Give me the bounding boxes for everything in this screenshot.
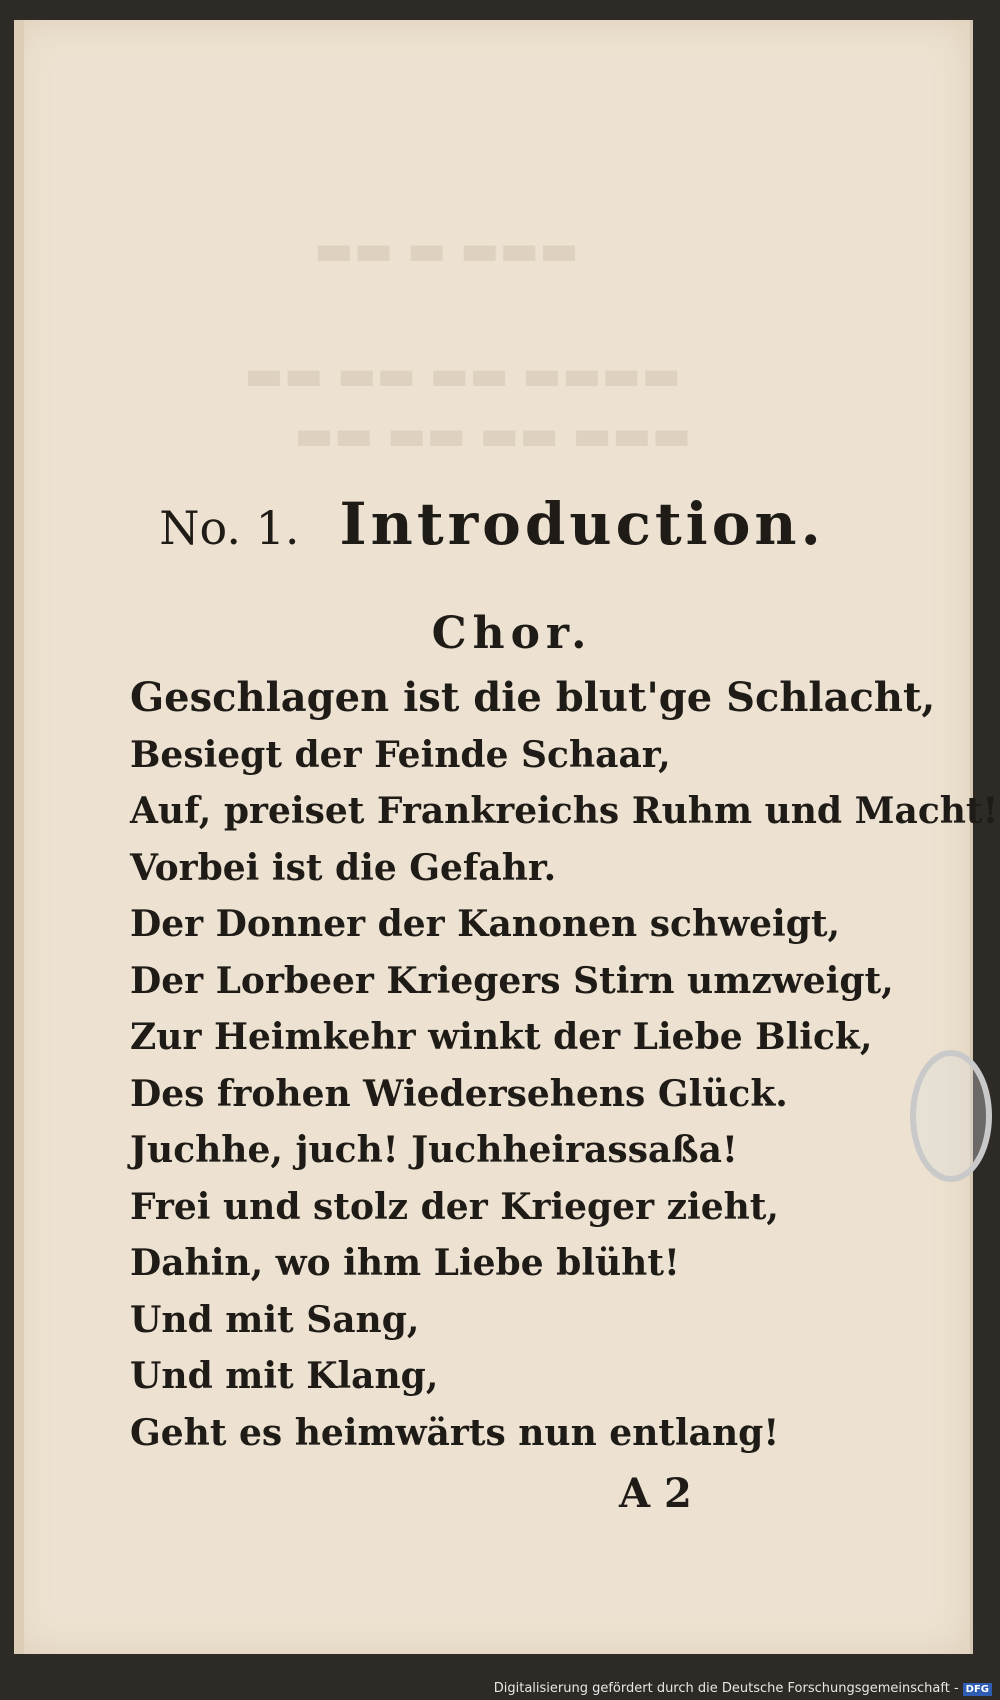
book-page	[14, 20, 999, 1654]
signature-mark: A 2	[619, 1470, 692, 1517]
verse-line: Auf, preiset Frankreichs Ruhm und Macht!	[130, 790, 999, 832]
credit-text: Digitalisierung gefördert durch die Deutsche Forschungsgemeinschaft -	[493, 1681, 959, 1696]
verse-line: Geschlagen ist die blut'ge Schlacht,	[130, 674, 936, 721]
section-number: No. 1.	[159, 501, 300, 555]
show-through-bleed: ▬▬ ▬▬ ▬▬ ▬▬▬	[294, 410, 692, 459]
binding-clip	[910, 1050, 992, 1182]
verse-line: Juchhe, juch! Juchheirassaßa!	[130, 1129, 738, 1171]
section-heading	[14, 490, 970, 558]
page-edge	[14, 20, 24, 1654]
section-subheading: Chor.	[431, 608, 593, 659]
verse-block	[130, 670, 999, 1461]
verse-line: Geht es heimwärts nun entlang!	[130, 1411, 780, 1454]
section-title: Introduction.	[339, 490, 825, 558]
verse-line: Zur Heimkehr winkt der Liebe Blick,	[130, 1016, 873, 1058]
show-through-bleed: ▬▬ ▬▬ ▬▬ ▬▬▬▬	[244, 350, 681, 399]
verse-line: Vorbei ist die Gefahr.	[130, 846, 557, 889]
verse-line: Besiegt der Feinde Schaar,	[130, 733, 671, 776]
digitization-credit	[494, 1681, 992, 1696]
verse-line: Und mit Klang,	[130, 1355, 439, 1397]
verse-line: Des frohen Wiedersehens Glück.	[130, 1072, 788, 1115]
verse-line: Frei und stolz der Krieger zieht,	[130, 1185, 779, 1228]
verse-line: Dahin, wo ihm Liebe blüht!	[130, 1242, 680, 1284]
show-through-bleed: ▬▬ ▬ ▬▬▬	[314, 225, 579, 274]
verse-line: Und mit Sang,	[130, 1298, 420, 1341]
verse-line: Der Donner der Kanonen schweigt,	[130, 903, 841, 945]
verse-line: Der Lorbeer Kriegers Stirn umzweigt,	[130, 959, 894, 1002]
dfg-logo-badge: DFG	[963, 1683, 992, 1696]
